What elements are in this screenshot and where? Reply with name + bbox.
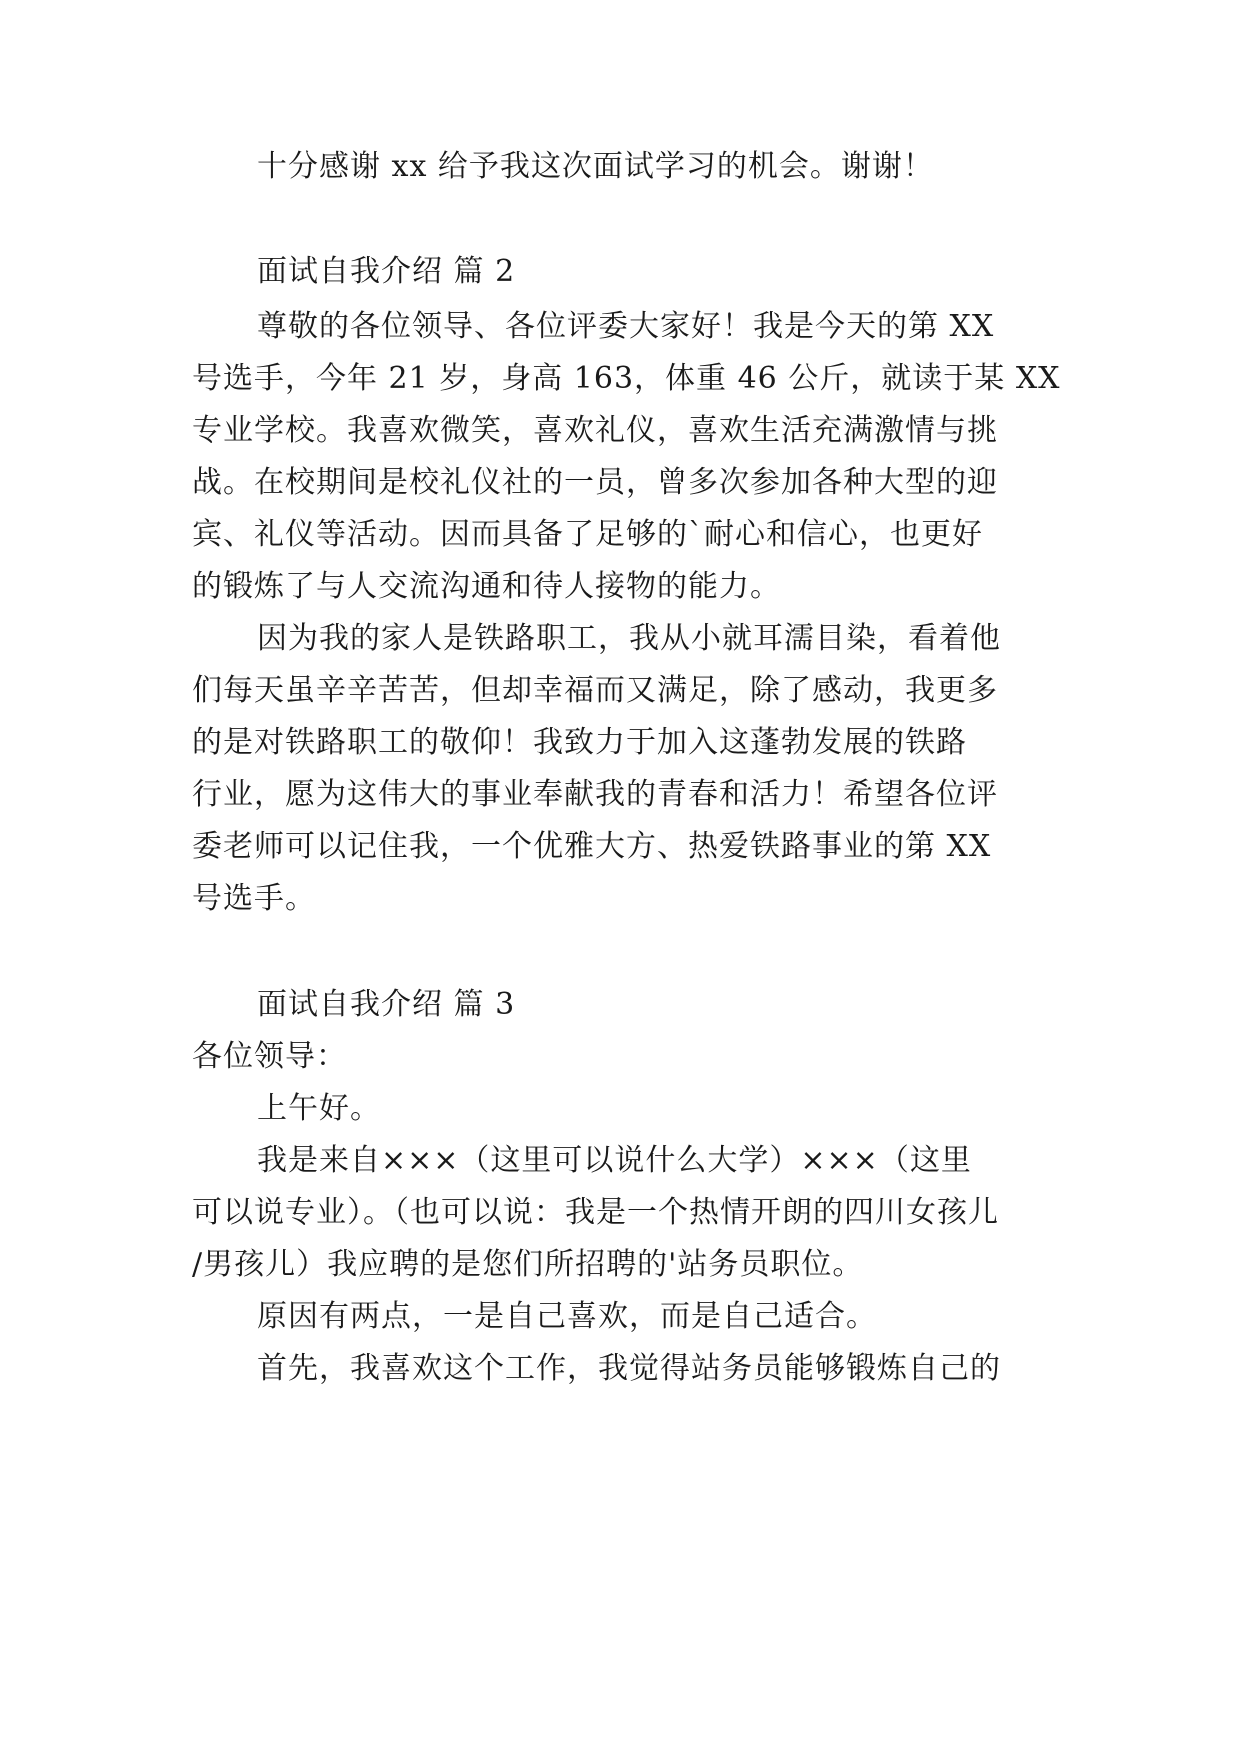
paragraph-line: 委老师可以记住我，一个优雅大方、热爱铁路事业的第 XX	[192, 829, 992, 864]
closing-line: 十分感谢 xx 给予我这次面试学习的机会。谢谢！	[257, 149, 934, 184]
paragraph-line: 可以说专业）。（也可以说：我是一个热情开朗的四川女孩儿	[192, 1195, 999, 1230]
paragraph-line: 战。在校期间是校礼仪社的一员，曾多次参加各种大型的迎	[192, 465, 998, 500]
paragraph-line: 号选手。	[192, 881, 316, 916]
paragraph-line: 专业学校。我喜欢微笑，喜欢礼仪，喜欢生活充满激情与挑	[192, 413, 998, 448]
paragraph-line: /男孩儿）我应聘的是您们所招聘的'站务员职位。	[192, 1247, 864, 1282]
paragraph-line: 我是来自×××（这里可以说什么大学）×××（这里	[257, 1143, 972, 1178]
paragraph-line: 们每天虽辛辛苦苦，但却幸福而又满足，除了感动，我更多	[192, 673, 998, 708]
section-heading-3: 面试自我介绍 篇 3	[257, 987, 516, 1022]
section-heading-2: 面试自我介绍 篇 2	[257, 254, 516, 289]
paragraph-line: 尊敬的各位领导、各位评委大家好！我是今天的第 XX	[257, 309, 995, 344]
paragraph-line: 原因有两点，一是自己喜欢，而是自己适合。	[257, 1299, 877, 1334]
paragraph-line: 号选手，今年 21 岁，身高 163，体重 46 公斤，就读于某 XX	[192, 361, 1061, 396]
paragraph-line: 因为我的家人是铁路职工，我从小就耳濡目染，看着他	[257, 621, 1001, 656]
paragraph-line: 行业，愿为这伟大的事业奉献我的青春和活力！希望各位评	[192, 777, 998, 812]
paragraph-line: 的是对铁路职工的敬仰！我致力于加入这蓬勃发展的铁路	[192, 725, 967, 760]
greeting: 上午好。	[257, 1091, 381, 1126]
paragraph-line: 宾、礼仪等活动。因而具备了足够的`耐心和信心，也更好	[192, 517, 983, 552]
paragraph-line: 的锻炼了与人交流沟通和待人接物的能力。	[192, 569, 781, 604]
salutation: 各位领导：	[192, 1039, 347, 1074]
paragraph-line: 首先，我喜欢这个工作，我觉得站务员能够锻炼自己的	[257, 1351, 1001, 1386]
